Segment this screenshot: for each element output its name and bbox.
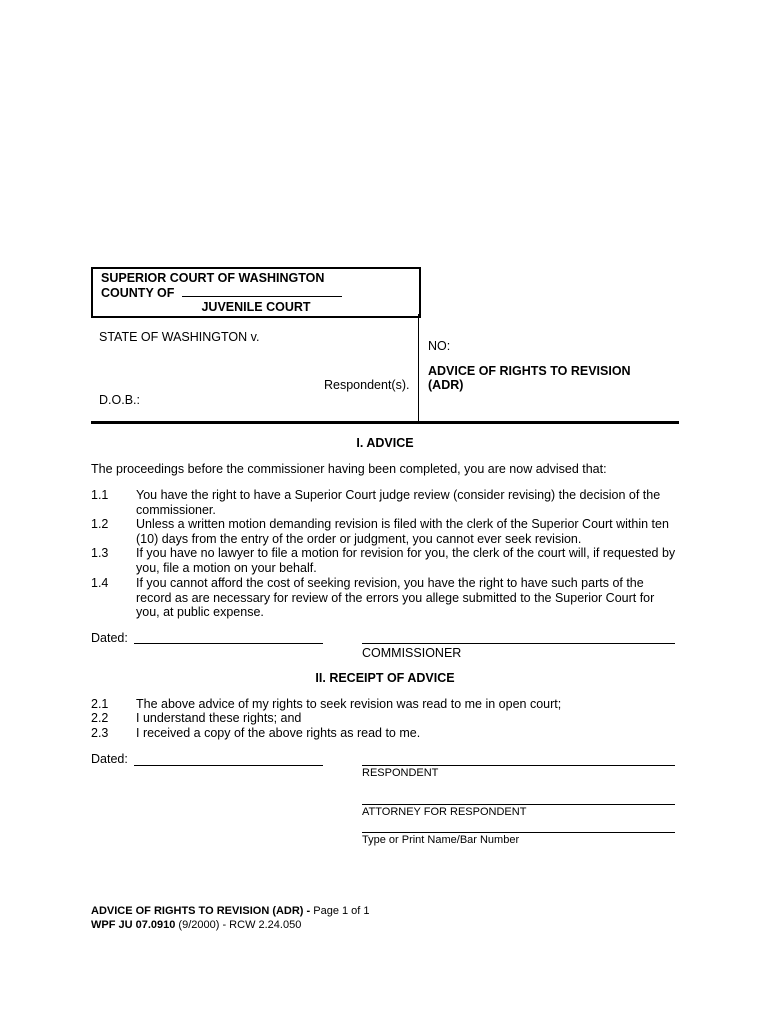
item-number: 1.4 <box>91 576 109 590</box>
attorney-label: ATTORNEY FOR RESPONDENT <box>362 806 527 818</box>
court-name: SUPERIOR COURT OF WASHINGTON <box>101 271 325 285</box>
item-number: 2.1 <box>91 697 109 711</box>
footer-title <box>91 905 370 917</box>
item-text: Unless a written motion demanding revision is filed with the clerk of the Superior Court within ten (10) days from the entry of the order or judgment, you cannot ever seek revision. <box>136 517 669 546</box>
print-name-label: Type or Print Name/Bar Number <box>362 834 520 846</box>
item-text: I received a copy of the above rights as read to me. <box>136 726 421 740</box>
respondent-signature-line[interactable] <box>362 765 675 766</box>
item-number: 2.3 <box>91 726 109 740</box>
footer-form-number <box>91 919 301 931</box>
county-line <box>101 286 342 300</box>
item-number: 2.2 <box>91 711 109 725</box>
date-line[interactable] <box>134 765 323 766</box>
juvenile-court-label: JUVENILE COURT <box>201 300 311 314</box>
item-text: If you have no lawyer to file a motion for revision for you, the clerk of the court will, if requested by you, file a motion on your behalf. <box>136 546 676 575</box>
section-1-heading: I. ADVICE <box>356 436 414 450</box>
attorney-signature-line[interactable] <box>362 804 675 805</box>
commissioner-signature-line[interactable] <box>362 643 675 644</box>
county-blank[interactable] <box>182 296 342 297</box>
state-line: STATE OF WASHINGTON v. <box>99 330 260 344</box>
item-text: You have the right to have a Superior Court judge review (consider revising) the decision of the commissioner. <box>136 488 661 517</box>
caption-rule <box>91 421 679 424</box>
item-number: 1.2 <box>91 517 109 531</box>
section-1-intro: The proceedings before the commissioner having been completed, you are now advised that: <box>91 462 607 476</box>
footer-form-rest: (9/2000) - RCW 2.24.050 <box>175 919 302 931</box>
respondent-label: RESPONDENT <box>362 767 439 779</box>
case-no-label: NO: <box>428 339 451 353</box>
document-title-line2: (ADR) <box>428 378 464 392</box>
dated-label: Dated: <box>91 631 128 645</box>
item-text: I understand these rights; and <box>136 711 302 725</box>
dob-label: D.O.B.: <box>99 393 140 407</box>
item-text: The above advice of my rights to seek revision was read to me in open court; <box>136 697 562 711</box>
item-number: 1.3 <box>91 546 109 560</box>
dated-label: Dated: <box>91 752 128 766</box>
footer-page: Page 1 of 1 <box>310 905 370 917</box>
court-caption-box <box>91 267 421 318</box>
print-name-line[interactable] <box>362 832 675 833</box>
item-number: 1.1 <box>91 488 109 502</box>
item-text: If you cannot afford the cost of seeking revision, you have the right to have such parts of the record as are necessary for review of the errors you allege submitted to the Superior Court for you, at public expense. <box>136 576 655 620</box>
section-2-heading: II. RECEIPT OF ADVICE <box>315 671 455 685</box>
caption-divider <box>418 314 419 422</box>
county-label: COUNTY OF <box>101 286 175 300</box>
respondent-label: Respondent(s). <box>324 378 410 392</box>
footer-title-bold: ADVICE OF RIGHTS TO REVISION (ADR) - <box>91 905 311 917</box>
commissioner-label: COMMISSIONER <box>362 646 462 660</box>
document-title-line1: ADVICE OF RIGHTS TO REVISION <box>428 364 631 378</box>
footer-form-bold: WPF JU 07.0910 <box>91 919 176 931</box>
date-line[interactable] <box>134 643 323 644</box>
